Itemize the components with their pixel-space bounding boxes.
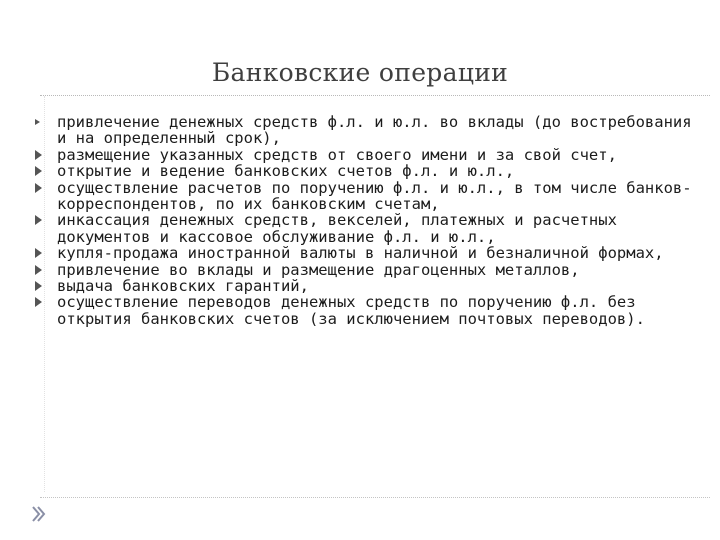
triangle-bullet-icon — [35, 281, 42, 291]
triangle-bullet-icon — [35, 265, 42, 275]
bottom-divider — [40, 497, 710, 498]
list-item — [33, 245, 693, 261]
list-item-text: размещение указанных средств от своего имени и за свой счет, — [57, 145, 617, 164]
list-item-text: выдача банковских гарантий, — [57, 277, 309, 296]
list-item — [33, 294, 693, 327]
list-item — [33, 147, 693, 163]
triangle-bullet-icon — [35, 297, 42, 307]
triangle-bullet-icon — [35, 183, 42, 193]
list-item — [33, 278, 693, 294]
triangle-bullet-icon — [35, 248, 42, 258]
double-chevron-icon[interactable] — [30, 505, 46, 523]
triangle-bullet-icon — [35, 166, 42, 176]
title-divider — [40, 95, 710, 96]
list-item-text: привлечение во вклады и размещение драгоценных металлов, — [57, 260, 580, 279]
slide-title: Банковские операции — [211, 58, 509, 87]
list-item-text: осуществление расчетов по поручению ф.л. и ю.л., в том числе банков-корреспондентов, по их банковским счетам, — [57, 178, 692, 214]
operations-list — [33, 114, 693, 327]
list-item-text: купля-продажа иностранной валюты в наличной и безналичной формах, — [57, 244, 664, 263]
list-item — [33, 163, 693, 179]
list-item-text: инкассация денежных средств, векселей, платежных и расчетных документов и кассовое обслуживание ф.л. и ю.л., — [57, 211, 617, 246]
list-item — [33, 262, 693, 278]
list-item-text: привлечение денежных средств ф.л. и ю.л. во вклады (до востребования и на определенный срок), — [57, 113, 692, 148]
triangle-bullet-icon — [35, 150, 42, 160]
triangle-bullet-icon — [35, 215, 42, 225]
list-item — [33, 180, 693, 213]
list-item — [33, 212, 693, 245]
list-item — [33, 114, 693, 147]
list-item-text: осуществление переводов денежных средств по поручению ф.л. без открытия банковских счетов (за исключением почтовых переводов). — [57, 293, 645, 328]
triangle-bullet-icon — [35, 119, 40, 125]
list-item-text: открытие и ведение банковских счетов ф.л. и ю.л., — [57, 162, 515, 181]
